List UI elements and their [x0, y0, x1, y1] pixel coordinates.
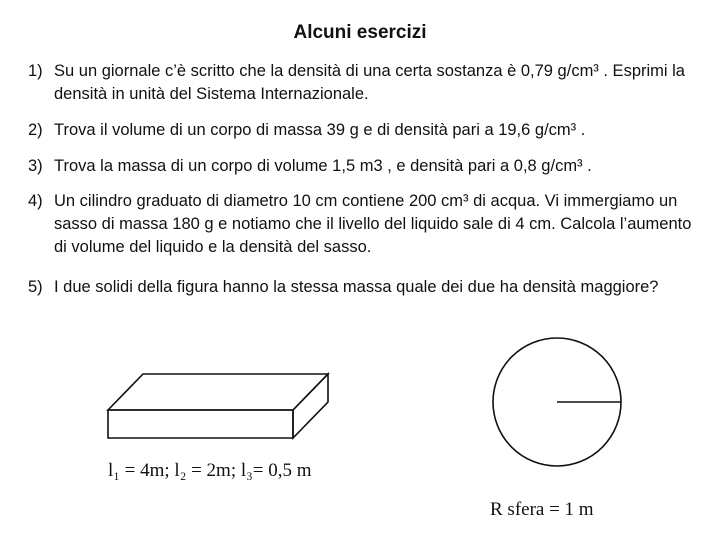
exercise-number: 2) [28, 121, 43, 139]
prism-top-face [108, 374, 328, 410]
exercise-number: 4) [28, 192, 43, 210]
exercise-number: 3) [28, 157, 43, 175]
exercise-text: Trova il volume di un corpo di massa 39 g e di densità pari a 19,6 g/cm³ . [54, 121, 586, 139]
prism-dimensions-label: l₁ = 4m; l₂ = 2m; l₃= 0,5 m [108, 460, 312, 481]
exercise-text: Trova la massa di un corpo di volume 1,5 m3 , e densità pari a 0,8 g/cm³ . [54, 157, 592, 175]
exercise-number: 1) [28, 62, 43, 80]
rectangular-prism [108, 374, 328, 438]
sphere [493, 338, 621, 466]
prism-side-face [293, 374, 328, 438]
exercise-text: Su un giornale c’è scritto che la densità di una certa sostanza è 0,79 g/cm³ . Esprimi la densità in unità del Sistema Internazionale. [54, 62, 685, 103]
prism-front-face [108, 410, 293, 438]
page-title: Alcuni esercizi [293, 22, 427, 43]
exercise-text: Un cilindro graduato di diametro 10 cm contiene 200 cm³ di acqua. Vi immergiamo un sasso di massa 180 g e notiamo che il livello del liquido sale di 4 cm. Calcola l’aumento di volume del liquido e la densità del sasso. [54, 192, 692, 256]
exercise-number: 5) [28, 278, 43, 296]
exercise-text: I due solidi della figura hanno la stessa massa quale dei due ha densità maggiore? [54, 278, 659, 296]
sphere-radius-label: R sfera = 1 m [490, 499, 594, 520]
